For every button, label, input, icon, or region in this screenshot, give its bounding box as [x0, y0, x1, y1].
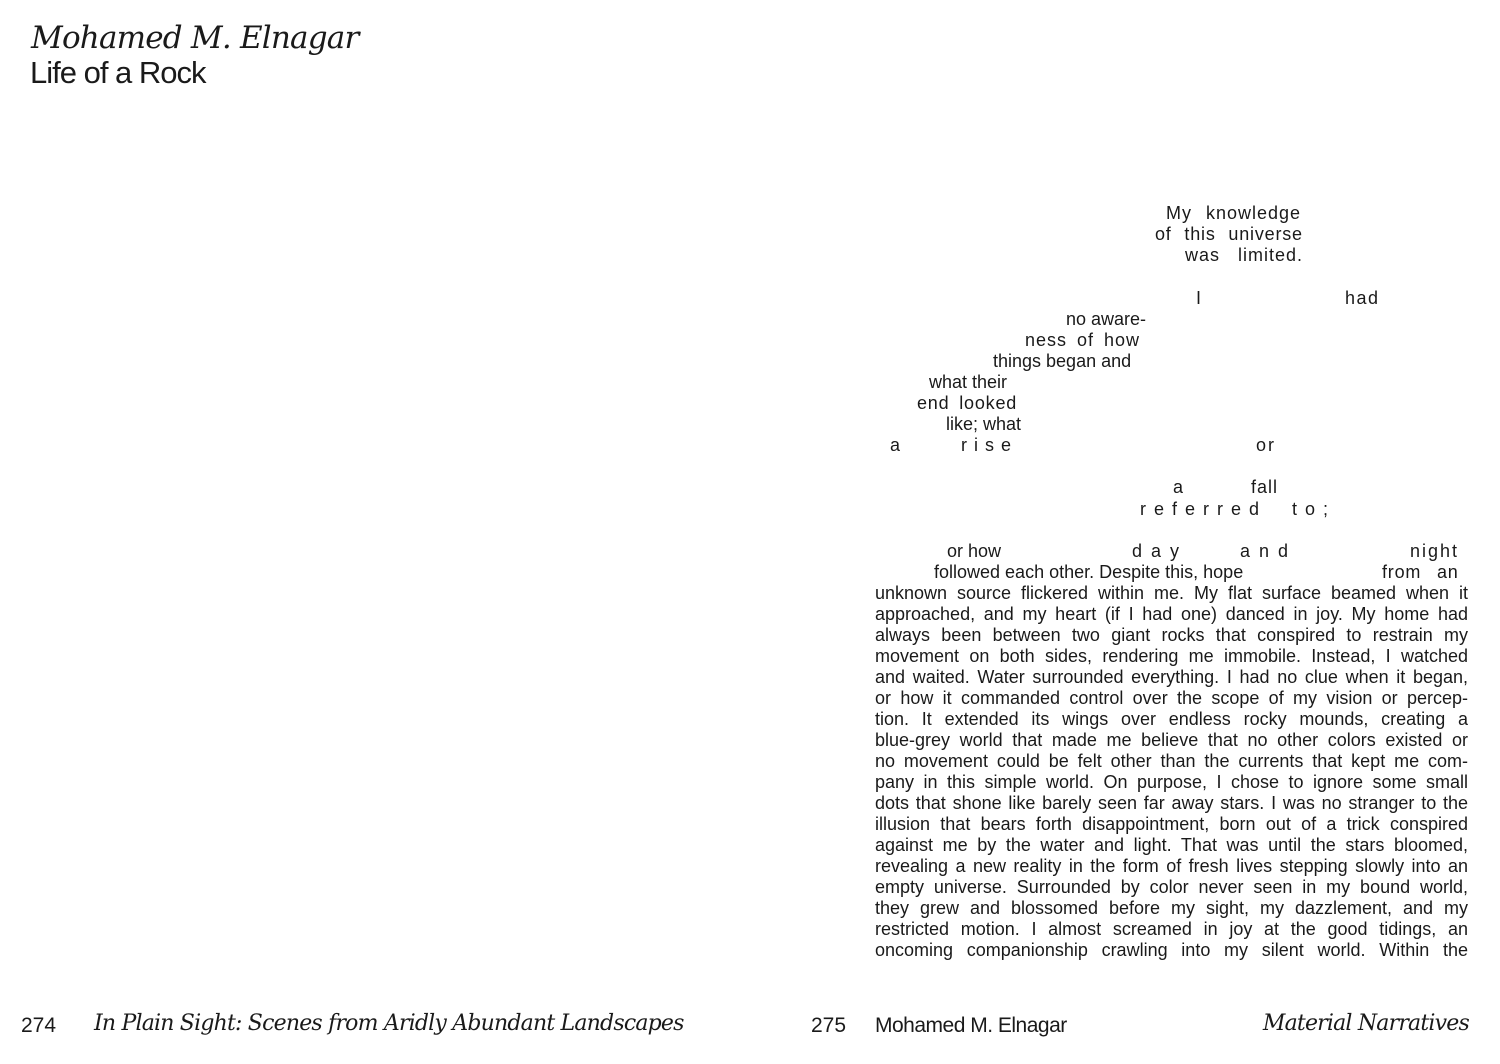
poem-fragment: a [1173, 477, 1184, 497]
body-line: illusion that bears forth disappointment, born out of a trick conspired [875, 814, 1468, 834]
body-line: empty universe. Surrounded by color never seen in my bound world, [875, 877, 1468, 897]
poem-fragment: like; what [946, 414, 1022, 434]
page-number-right: 275 [811, 1014, 847, 1037]
body-line: and waited. Water surrounded everything. I had no clue when it began, [875, 667, 1468, 687]
body-line: they grew and blossomed before my sight, my dazzlement, and my [875, 898, 1468, 918]
poem-fragment: end looked [917, 393, 1018, 413]
poem-fragment: r e f e r r e d [1140, 499, 1261, 519]
body-line: oncoming companionship crawling into my silent world. Within the [875, 940, 1468, 960]
poem-fragment: d a y [1132, 541, 1182, 561]
running-author-right: Mohamed M. Elnagar [875, 1014, 1067, 1037]
body-line: revealing a new reality in the form of fresh lives stepping slowly into an [875, 856, 1468, 876]
poem-fragment: no aware- [1066, 309, 1147, 329]
author-name: Mohamed M. Elnagar [31, 20, 359, 56]
poem-fragment: a n d [1240, 541, 1291, 561]
body-line: approached, and my heart (if I had one) danced in joy. My home had [875, 604, 1468, 624]
page-title: Life of a Rock [30, 55, 206, 90]
body-line: always been between two giant rocks that conspired to restrain my [875, 625, 1468, 645]
poem-fragment: from an [1382, 562, 1459, 582]
body-line: against me by the water and light. That was until the stars bloomed, [875, 835, 1468, 855]
body-line: dots that shone like barely seen far away stars. I was no stranger to the [875, 793, 1468, 813]
body-line: no movement could be felt other than the currents that kept me com- [875, 751, 1468, 771]
poem-fragment: things began and [993, 351, 1132, 371]
body-paragraph [875, 583, 1468, 961]
poem-fragment: of this universe [1155, 224, 1303, 244]
poem-fragment: what their [929, 372, 1008, 392]
poem-fragment: a [890, 435, 901, 455]
poem-fragment: fall [1251, 477, 1279, 497]
body-line: unknown source flickered within me. My flat surface beamed when it [875, 583, 1468, 603]
poem-fragment: r i s e [961, 435, 1013, 455]
running-title-left: In Plain Sight: Scenes from Aridly Abundant Landscapes [94, 1011, 684, 1036]
body-line: restricted motion. I almost screamed in joy at the good tidings, an [875, 919, 1468, 939]
body-line: blue-grey world that made me believe that no other colors existed or [875, 730, 1468, 750]
body-line: pany in this simple world. On purpose, I chose to ignore some small [875, 772, 1468, 792]
body-line: movement on both sides, rendering me immobile. Instead, I watched [875, 646, 1468, 666]
body-line: tion. It extended its wings over endless rocky mounds, creating a [875, 709, 1468, 729]
poem-fragment: followed each other. Despite this, hope [934, 562, 1244, 582]
poem-fragment: had [1345, 288, 1380, 308]
body-line: or how it commanded control over the scope of my vision or percep- [875, 688, 1468, 708]
poem-fragment: My knowledge [1166, 203, 1302, 223]
poem-fragment: night [1410, 541, 1460, 561]
poem-fragment: t o ; [1292, 499, 1330, 519]
poem-fragment: or how [947, 541, 1002, 561]
page-number-left: 274 [21, 1014, 57, 1037]
poem-fragment: I [1196, 288, 1202, 308]
section-title-right: Material Narratives [1262, 1011, 1469, 1036]
poem-fragment: ness of how [1025, 330, 1141, 350]
poem-fragment: was limited. [1185, 245, 1304, 265]
poem-fragment: or [1256, 435, 1277, 455]
